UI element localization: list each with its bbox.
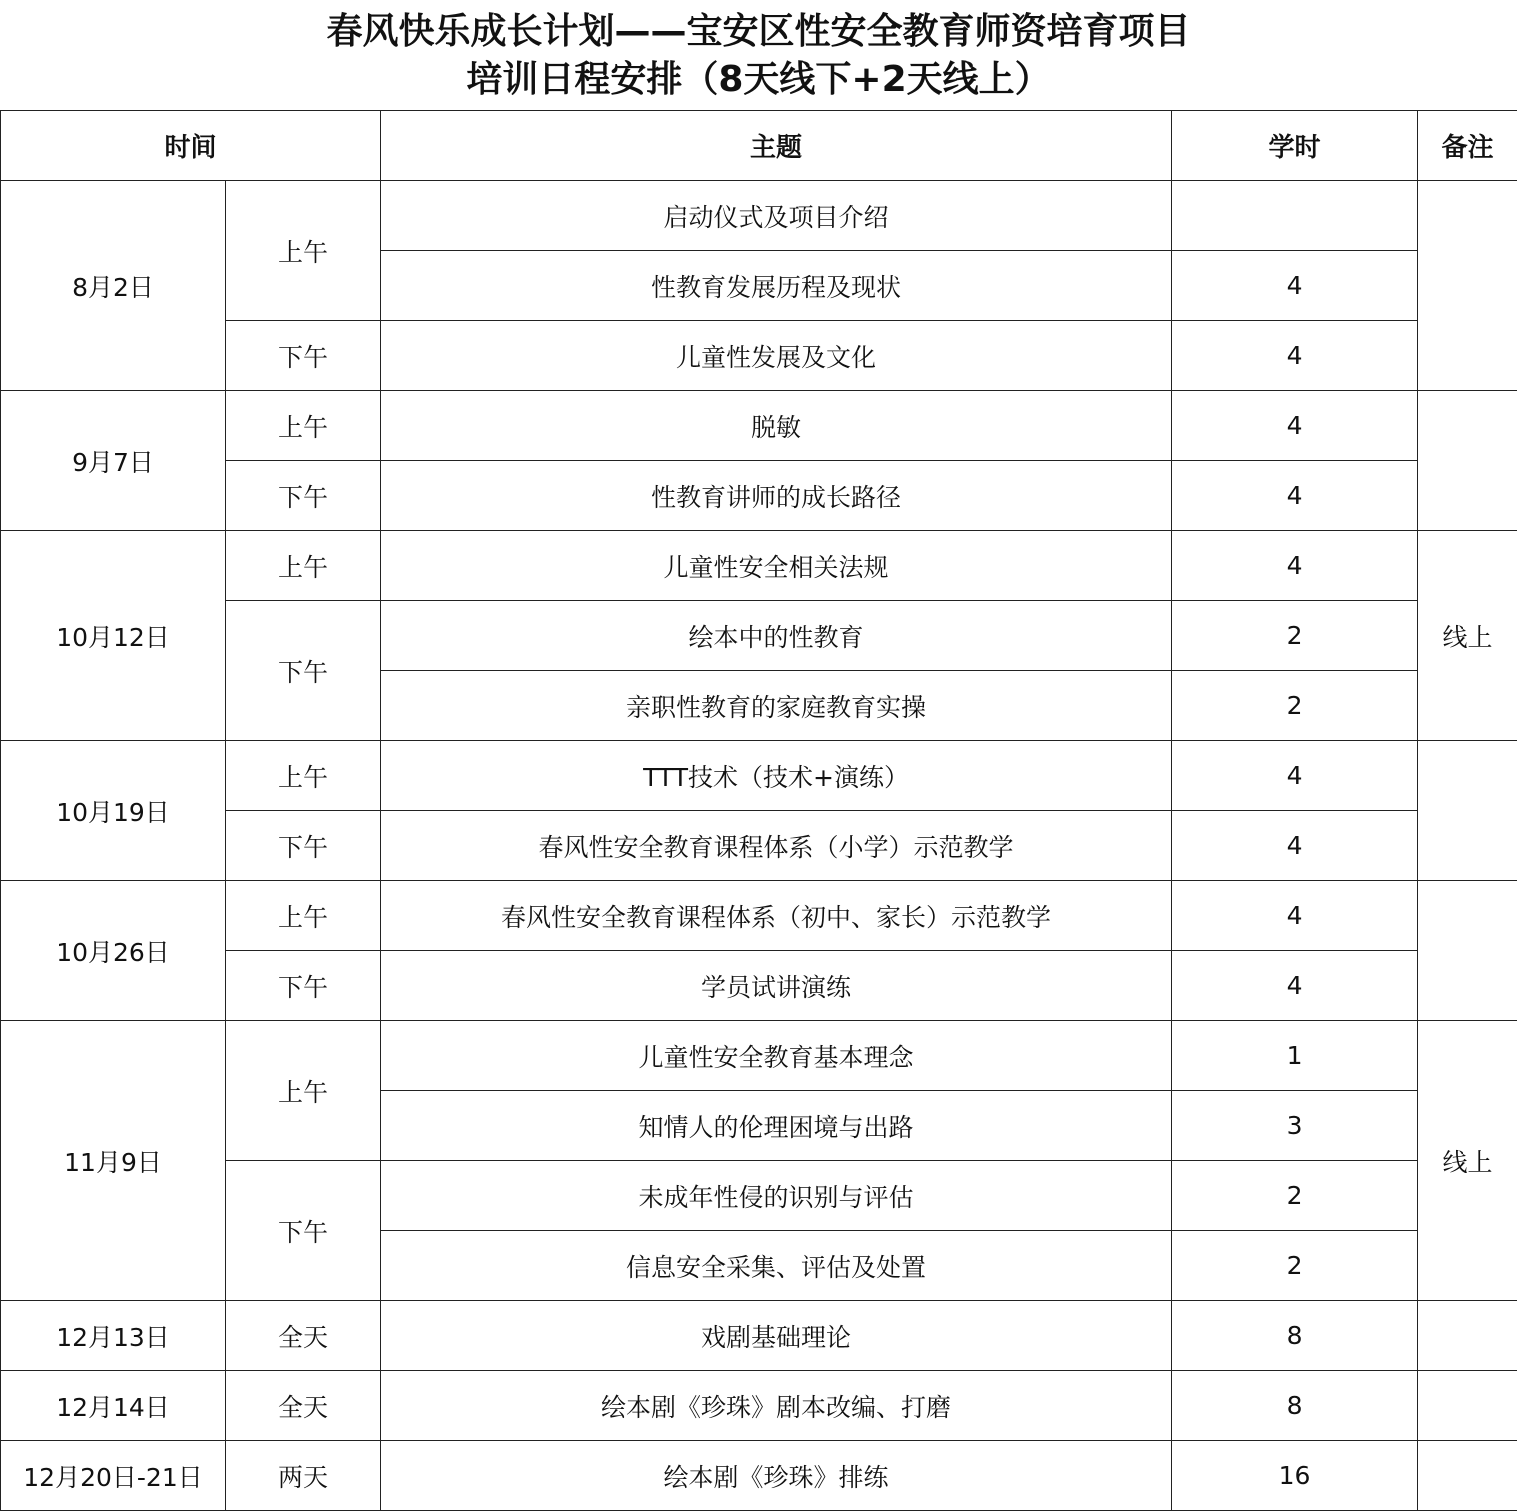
header-hours: 学时 [1172, 111, 1418, 181]
topic-cell: TTT技术（技术+演练） [381, 741, 1172, 811]
session-cell: 上午 [226, 881, 381, 951]
note-cell: 线上 [1418, 1021, 1517, 1301]
date-cell: 12月14日 [1, 1371, 226, 1441]
session-cell: 全天 [226, 1371, 381, 1441]
table-row [1, 391, 1517, 461]
session-cell: 下午 [226, 601, 381, 741]
topic-cell: 儿童性安全教育基本理念 [381, 1021, 1172, 1091]
table-row [1, 601, 1517, 671]
table-row [1, 321, 1517, 391]
topic-cell: 性教育发展历程及现状 [381, 251, 1172, 321]
schedule-table [0, 110, 1517, 1511]
schedule-body [1, 181, 1517, 1511]
table-row [1, 181, 1517, 251]
topic-cell: 绘本剧《珍珠》排练 [381, 1441, 1172, 1511]
date-cell: 8月2日 [1, 181, 226, 391]
topic-cell: 未成年性侵的识别与评估 [381, 1161, 1172, 1231]
table-row [1, 1021, 1517, 1091]
table-row [1, 531, 1517, 601]
title-line-1: 春风快乐成长计划——宝安区性安全教育师资培育项目 [326, 11, 1191, 52]
note-cell [1418, 741, 1517, 881]
hours-cell: 4 [1172, 321, 1418, 391]
note-cell [1418, 881, 1517, 1021]
topic-cell: 脱敏 [381, 391, 1172, 461]
table-row [1, 881, 1517, 951]
header-topic: 主题 [381, 111, 1172, 181]
table-row [1, 811, 1517, 881]
session-cell: 上午 [226, 391, 381, 461]
topic-cell: 戏剧基础理论 [381, 1301, 1172, 1371]
session-cell: 下午 [226, 1161, 381, 1301]
table-row [1, 951, 1517, 1021]
table-row [1, 461, 1517, 531]
hours-cell [1172, 181, 1418, 251]
topic-cell: 启动仪式及项目介绍 [381, 181, 1172, 251]
topic-cell: 春风性安全教育课程体系（小学）示范教学 [381, 811, 1172, 881]
table-row [1, 1161, 1517, 1231]
date-cell: 9月7日 [1, 391, 226, 531]
note-cell [1418, 1371, 1517, 1441]
session-cell: 下午 [226, 811, 381, 881]
hours-cell: 2 [1172, 601, 1418, 671]
document-title [0, 0, 1517, 110]
note-cell: 线上 [1418, 531, 1517, 741]
hours-cell: 4 [1172, 741, 1418, 811]
hours-cell: 4 [1172, 811, 1418, 881]
topic-cell: 亲职性教育的家庭教育实操 [381, 671, 1172, 741]
date-cell: 10月12日 [1, 531, 226, 741]
hours-cell: 8 [1172, 1371, 1418, 1441]
session-cell: 两天 [226, 1441, 381, 1511]
hours-cell: 4 [1172, 391, 1418, 461]
session-cell: 上午 [226, 531, 381, 601]
hours-cell: 4 [1172, 951, 1418, 1021]
session-cell: 上午 [226, 741, 381, 811]
topic-cell: 知情人的伦理困境与出路 [381, 1091, 1172, 1161]
date-cell: 11月9日 [1, 1021, 226, 1301]
topic-cell: 性教育讲师的成长路径 [381, 461, 1172, 531]
topic-cell: 绘本中的性教育 [381, 601, 1172, 671]
header-row [1, 111, 1517, 181]
hours-cell: 1 [1172, 1021, 1418, 1091]
hours-cell: 4 [1172, 531, 1418, 601]
table-row [1, 1301, 1517, 1371]
table-row [1, 1441, 1517, 1511]
hours-cell: 3 [1172, 1091, 1418, 1161]
hours-cell: 16 [1172, 1441, 1418, 1511]
hours-cell: 4 [1172, 461, 1418, 531]
date-cell: 12月13日 [1, 1301, 226, 1371]
note-cell [1418, 391, 1517, 531]
session-cell: 下午 [226, 321, 381, 391]
title-line-2: 培训日程安排（8天线下+2天线上） [466, 59, 1051, 100]
date-cell: 10月19日 [1, 741, 226, 881]
date-cell: 10月26日 [1, 881, 226, 1021]
session-cell: 下午 [226, 951, 381, 1021]
date-cell: 12月20日-21日 [1, 1441, 226, 1511]
header-note: 备注 [1418, 111, 1517, 181]
header-time: 时间 [1, 111, 381, 181]
hours-cell: 2 [1172, 671, 1418, 741]
hours-cell: 2 [1172, 1161, 1418, 1231]
note-cell [1418, 1441, 1517, 1511]
hours-cell: 8 [1172, 1301, 1418, 1371]
hours-cell: 4 [1172, 881, 1418, 951]
topic-cell: 绘本剧《珍珠》剧本改编、打磨 [381, 1371, 1172, 1441]
table-row [1, 741, 1517, 811]
note-cell [1418, 181, 1517, 391]
topic-cell: 信息安全采集、评估及处置 [381, 1231, 1172, 1301]
note-cell [1418, 1301, 1517, 1371]
table-row [1, 1371, 1517, 1441]
hours-cell: 2 [1172, 1231, 1418, 1301]
topic-cell: 学员试讲演练 [381, 951, 1172, 1021]
topic-cell: 儿童性发展及文化 [381, 321, 1172, 391]
session-cell: 上午 [226, 1021, 381, 1161]
hours-cell: 4 [1172, 251, 1418, 321]
topic-cell: 春风性安全教育课程体系（初中、家长）示范教学 [381, 881, 1172, 951]
session-cell: 上午 [226, 181, 381, 321]
session-cell: 全天 [226, 1301, 381, 1371]
session-cell: 下午 [226, 461, 381, 531]
topic-cell: 儿童性安全相关法规 [381, 531, 1172, 601]
